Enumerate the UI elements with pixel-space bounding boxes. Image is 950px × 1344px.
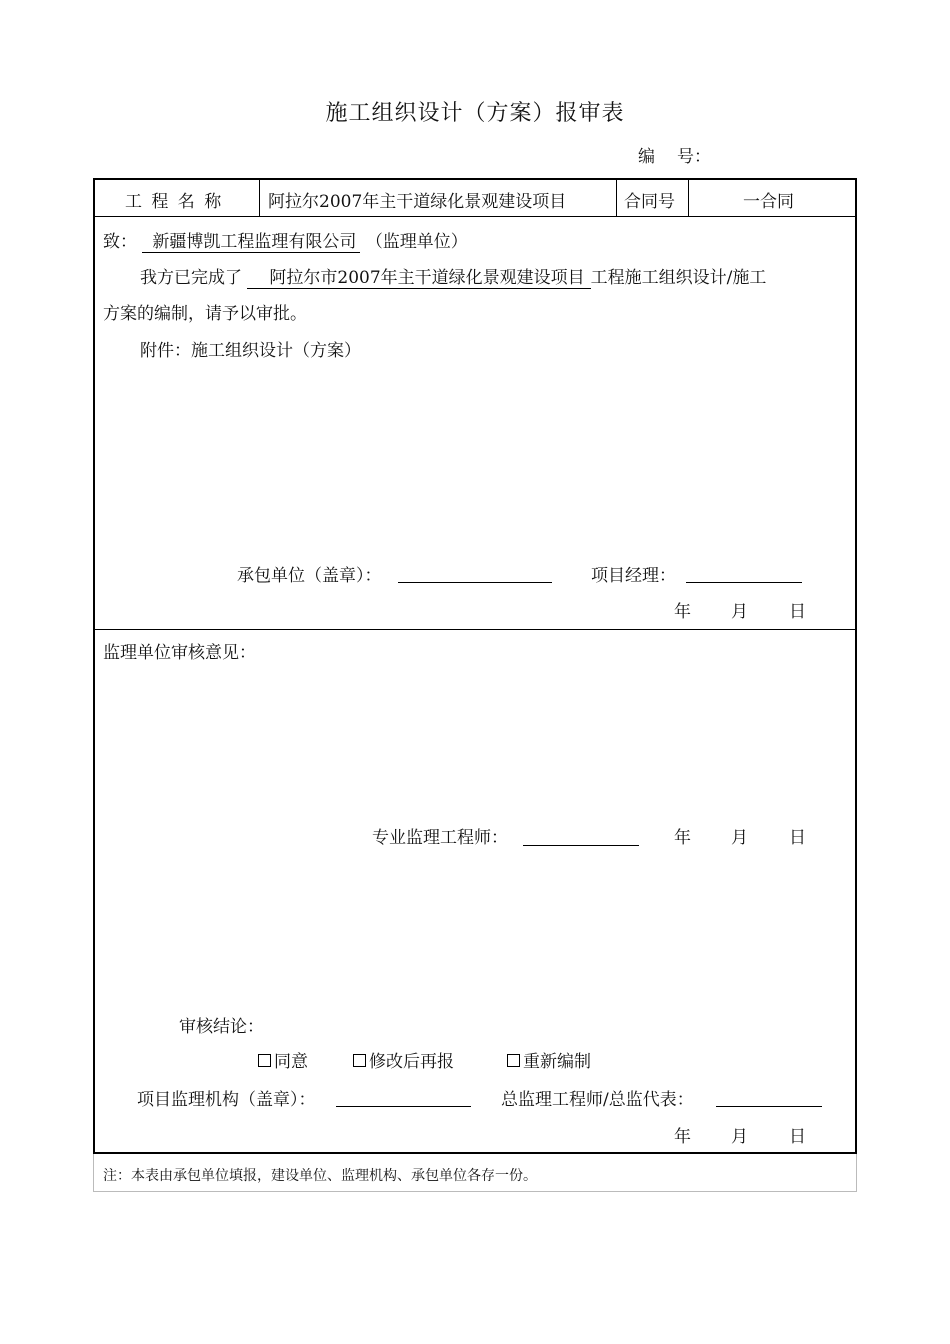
body-paragraph-line1 bbox=[140, 263, 766, 289]
body-project-name: 阿拉尔市2007年主干道绿化景观建设项目 bbox=[247, 263, 590, 289]
date-year-3: 年 bbox=[674, 1127, 691, 1147]
form-frame bbox=[93, 178, 857, 1154]
project-name-value: 阿拉尔2007年主干道绿化景观建设项目 bbox=[268, 192, 567, 212]
date-day-3: 日 bbox=[789, 1127, 806, 1147]
date-day-2: 日 bbox=[789, 828, 806, 848]
option-approve[interactable] bbox=[258, 1047, 308, 1072]
page-title: 施工组织设计（方案）报审表 bbox=[325, 101, 625, 126]
project-manager-blank[interactable] bbox=[686, 582, 802, 583]
option-recompile[interactable] bbox=[507, 1047, 591, 1072]
project-manager-label: 项目经理： bbox=[591, 566, 676, 586]
contractor-seal-blank[interactable] bbox=[398, 582, 552, 583]
date-month-3: 月 bbox=[731, 1127, 748, 1147]
date-month-2: 月 bbox=[731, 828, 748, 848]
project-name-label: 工 程 名 称 bbox=[125, 192, 224, 212]
chief-engineer-blank[interactable] bbox=[716, 1106, 822, 1107]
body-suffix: 工程施工组织设计/施工 bbox=[590, 268, 767, 288]
supervision-unit-name: 新疆博凯工程监理有限公司 bbox=[142, 227, 360, 253]
date-year-2: 年 bbox=[674, 828, 691, 848]
date-day-1: 日 bbox=[789, 602, 806, 622]
specialist-engineer-label: 专业监理工程师： bbox=[372, 828, 508, 848]
doc-no-char-1: 编 bbox=[638, 147, 655, 167]
date-month-1: 月 bbox=[731, 602, 748, 622]
checkbox-icon[interactable] bbox=[353, 1054, 366, 1067]
header-divider bbox=[93, 216, 857, 217]
col-divider-1 bbox=[259, 178, 260, 216]
option-approve-label: 同意 bbox=[274, 1052, 308, 1072]
col-divider-3 bbox=[688, 178, 689, 216]
checkbox-icon[interactable] bbox=[507, 1054, 520, 1067]
attachment-line: 附件：施工组织设计（方案） bbox=[140, 341, 361, 361]
to-suffix: （监理单位） bbox=[365, 232, 468, 252]
option-revise-label: 修改后再报 bbox=[369, 1052, 454, 1072]
doc-no-char-2: 号： bbox=[677, 147, 711, 167]
contractor-seal-label: 承包单位（盖章）： bbox=[237, 566, 382, 586]
body-prefix: 我方已完成了 bbox=[140, 268, 242, 288]
supervision-opinion-label: 监理单位审核意见： bbox=[103, 643, 256, 663]
document-number-label bbox=[638, 142, 711, 167]
chief-engineer-label: 总监理工程师/总监代表： bbox=[501, 1090, 694, 1110]
supervision-agency-seal-blank[interactable] bbox=[336, 1106, 471, 1107]
review-conclusion-label: 审核结论： bbox=[179, 1017, 264, 1037]
footer-note: 注：本表由承包单位填报，建设单位、监理机构、承包单位各存一份。 bbox=[103, 1168, 537, 1184]
addressee-line bbox=[103, 227, 468, 253]
option-revise-resubmit[interactable] bbox=[353, 1047, 454, 1072]
contract-label: 合同号 bbox=[624, 192, 675, 212]
specialist-engineer-blank[interactable] bbox=[523, 845, 639, 846]
col-divider-2 bbox=[616, 178, 617, 216]
option-recompile-label: 重新编制 bbox=[523, 1052, 591, 1072]
contract-value: 一合同 bbox=[743, 192, 794, 212]
checkbox-icon[interactable] bbox=[258, 1054, 271, 1067]
date-year-1: 年 bbox=[674, 602, 691, 622]
to-prefix: 致： bbox=[103, 232, 137, 252]
supervision-agency-seal-label: 项目监理机构（盖章）： bbox=[137, 1090, 316, 1110]
section-divider bbox=[93, 629, 857, 630]
body-paragraph-line2: 方案的编制，请予以审批。 bbox=[103, 304, 307, 324]
